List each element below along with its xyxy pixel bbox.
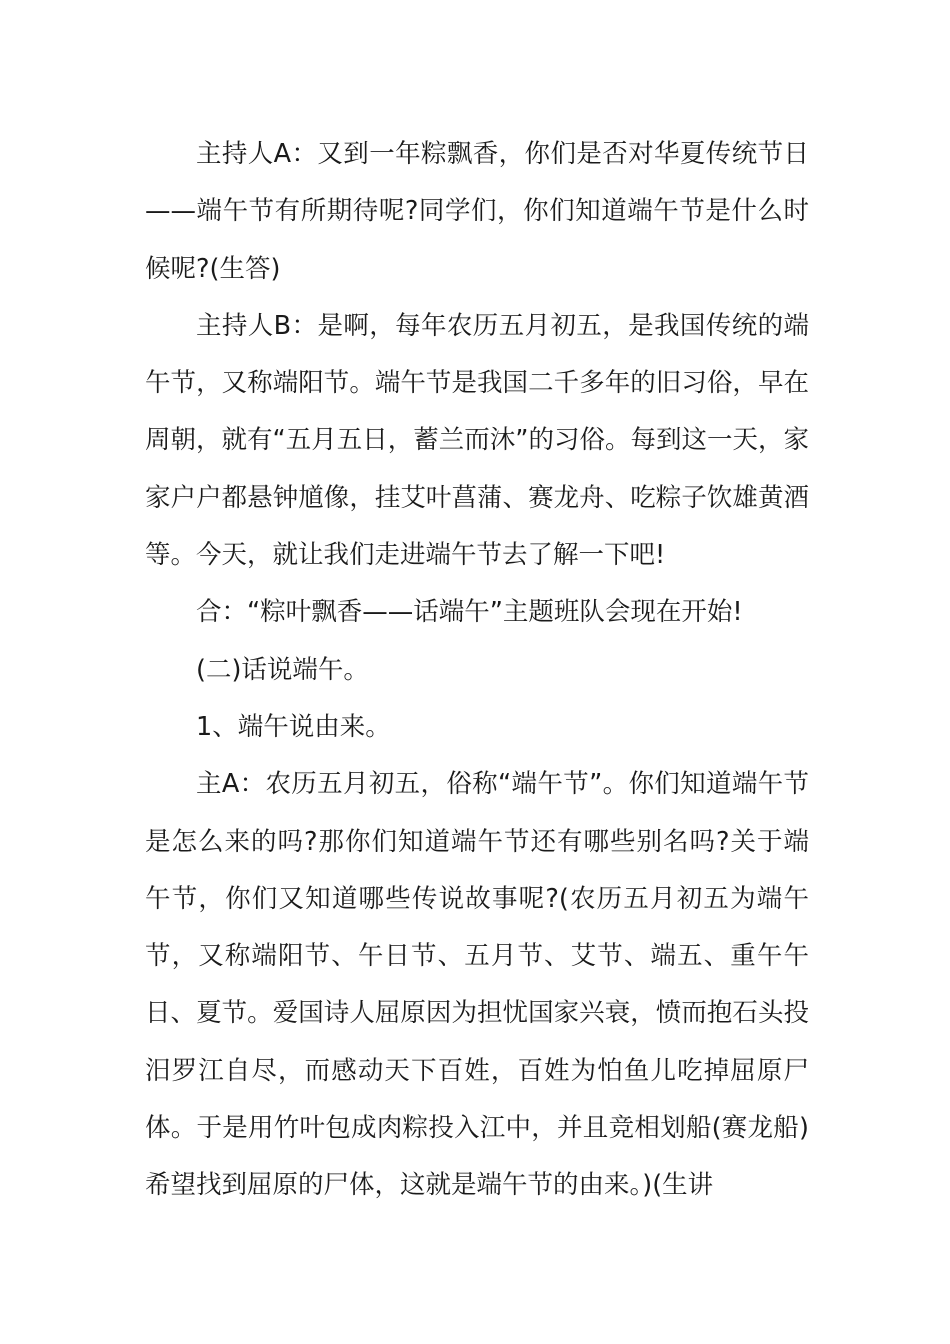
- paragraph-host-a-intro: 主持人A：又到一年粽飘香，你们是否对华夏传统节日——端午节有所期待呢?同学们，你们知道端午节是什么时候呢?(生答): [145, 139, 809, 284]
- paragraph-together-open: 合：“粽叶飘香——话端午”主题班队会现在开始!: [196, 597, 743, 628]
- section-heading-talk-duanwu: (二)话说端午。: [196, 654, 369, 685]
- paragraph-host-b-intro: 主持人B：是啊，每年农历五月初五，是我国传统的端午节，又称端阳节。端午节是我国二千多年的旧习俗，早在周朝，就有“五月五日，蓄兰而沐”的习俗。每到这一天，家家户户都悬钟馗像，挂艾叶菖蒲、赛龙舟、吃粽子饮雄黄酒等。今天，就让我们走进端午节去了解一下吧!: [145, 310, 809, 571]
- paragraph-host-a-origin: 主A：农历五月初五，俗称“端午节”。你们知道端午节是怎么来的吗?那你们知道端午节还有哪些别名吗?关于端午节，你们又知道哪些传说故事呢?(农历五月初五为端午节，又称端阳节、午日节、五月节、艾节、端五、重午午日、夏节。爱国诗人屈原因为担忧国家兴衰，愤而抱石头投汨罗江自尽，而感动天下百姓，百姓为怕鱼儿吃掉屈原尸体。于是用竹叶包成肉粽投入江中，并且竞相划船(赛龙船)希望找到屈原的尸体，这就是端午节的由来。)(生讲: [145, 769, 809, 1201]
- subsection-heading-origin: 1、端午说由来。: [196, 711, 391, 742]
- document-body: [145, 126, 809, 1215]
